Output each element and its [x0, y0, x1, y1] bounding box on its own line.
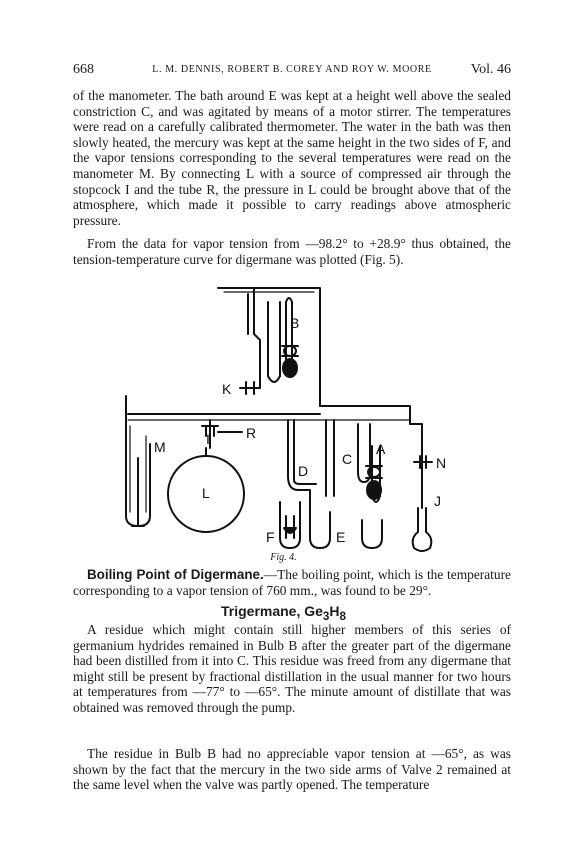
- figure-caption: Fig. 4.: [270, 552, 297, 563]
- label-c: C: [342, 451, 353, 467]
- label-k: K: [222, 381, 232, 397]
- paragraph-boiling-point: [73, 567, 511, 598]
- label-b: B: [290, 315, 300, 331]
- boiling-point-text: —The boiling point, which is the temperature corresponding to a vapor tension of 760 mm., was found to be 29°.: [73, 567, 511, 598]
- tube-c: [326, 420, 334, 496]
- apparatus-figure: [110, 276, 470, 552]
- paragraph-residue: [73, 622, 511, 716]
- u-tube-f: [280, 502, 300, 548]
- running-authors: L. M. DENNIS, ROBERT B. COREY AND ROY W. MOORE: [152, 64, 432, 75]
- bulb-b-trap: [268, 302, 280, 382]
- tube-e: [310, 502, 330, 548]
- paragraph-bulb-b: [73, 746, 511, 793]
- label-d: D: [298, 463, 309, 479]
- label-e: E: [336, 529, 346, 545]
- section-title-mid: H: [329, 603, 340, 619]
- label-r: R: [246, 425, 257, 441]
- label-i: I: [206, 431, 210, 447]
- paragraph-vapor-tension-text: From the data for vapor tension from —98.2° to +28.9° thus obtained, the tension-temperature curve for digermane was plotted (Fig. 5).: [73, 236, 511, 267]
- section-title-sub2: 8: [339, 609, 347, 623]
- paragraph-vapor-tension: [73, 236, 511, 267]
- label-n: N: [436, 455, 447, 471]
- label-f: F: [266, 529, 275, 545]
- tube-d: [288, 420, 310, 502]
- label-m: M: [154, 439, 166, 455]
- stopcock-k: [240, 382, 260, 394]
- paragraph-manometer: of the manometer. The bath around E was kept at a height well above the sealed constriction C, and was agitated by means of a motor stirrer. The temperatures were read on a carefully calibrated thermometer. The water in the bath was then slowly heated, the mercury was kept at the same height in the two sides of F, and the vapor tensions corresponding to the several temperatures were read on the manometer M. By connecting L with a source of compressed air through the stopcock I and the tube R, the pressure in L could be brought above that of the atmosphere, which made it possible to carry readings above atmospheric pressure.: [73, 88, 511, 228]
- page-number: 668: [73, 62, 94, 77]
- label-a: A: [376, 441, 386, 457]
- volume-label: Vol. 46: [470, 62, 511, 77]
- main-horizontal-line: [128, 406, 410, 424]
- label-j: J: [434, 493, 441, 509]
- left-riser-tube: [254, 288, 260, 388]
- paragraph-residue-text: A residue which might contain still higher members of this series of germanium hydrides remained in Bulb B after the greater part of the digermane had been distilled from it into C. This residue was freed from any digermane that might still be present by fractional distillation in the usual manner for two hours at temperatures from —77° to —65°. The minute amount of distillate that was obtained was removed through the pump.: [73, 622, 511, 715]
- running-header: [73, 62, 511, 80]
- section-title-prefix: Trigermane, Ge: [220, 603, 323, 619]
- stopcock-i-tube: [202, 420, 218, 448]
- label-l: L: [202, 485, 210, 501]
- paragraph-bulb-b-text: The residue in Bulb B had no appreciable vapor tension at —65°, as was shown by the fact that the mercury in the two side arms of Valve 2 remained at the same level when the valve was partly opened. The temperature: [73, 746, 511, 793]
- valve-a: [367, 481, 381, 499]
- boiling-point-heading: Boiling Point of Digermane.: [87, 567, 264, 582]
- section-title-sub1: 3: [322, 609, 330, 623]
- bulb-j: [413, 508, 432, 551]
- section-title: [0, 603, 567, 623]
- bulb-b-valve: [283, 359, 297, 377]
